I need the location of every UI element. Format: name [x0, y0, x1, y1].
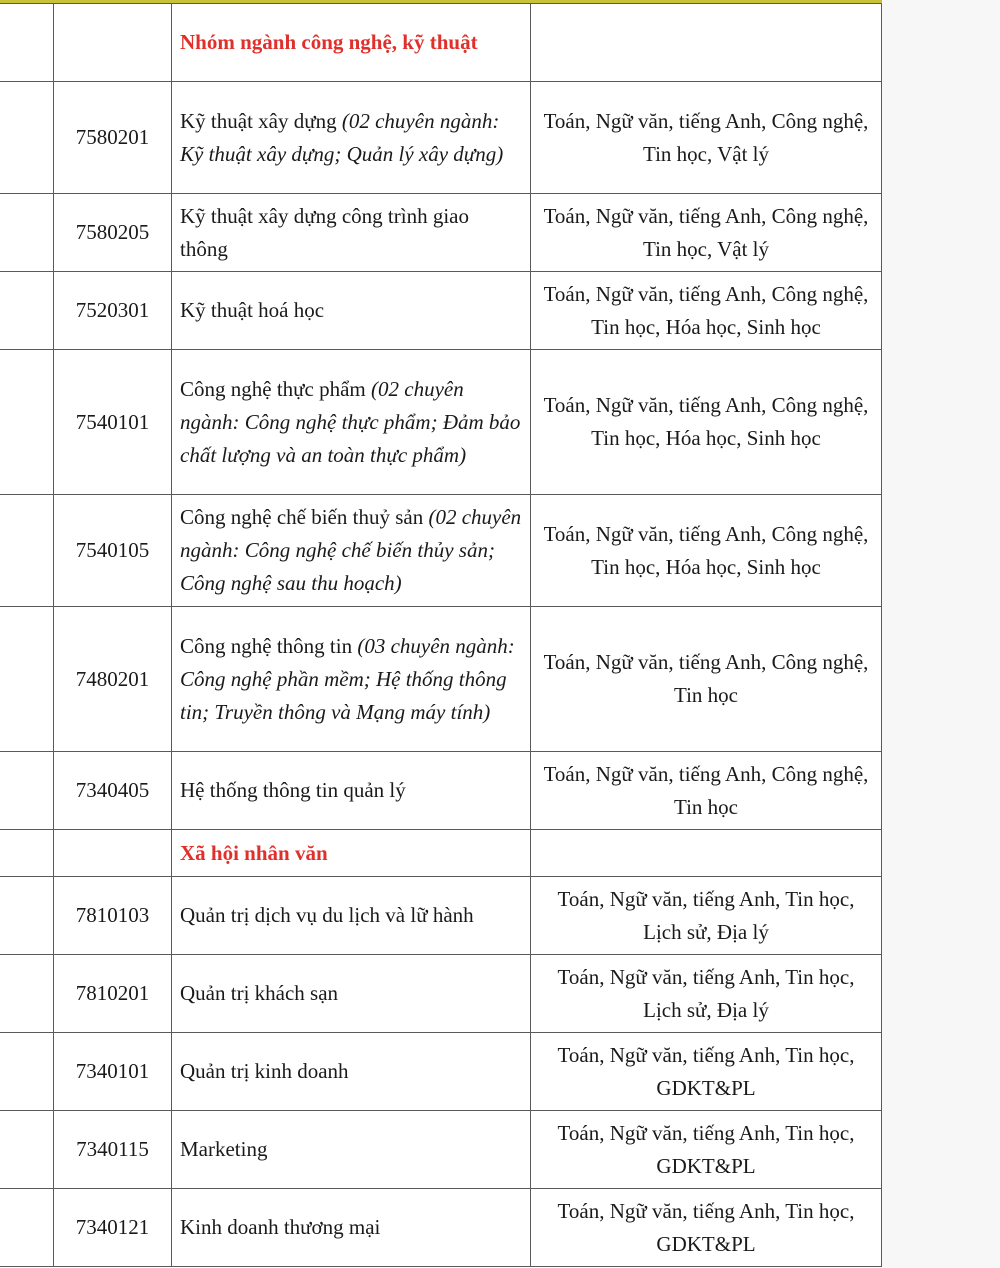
major-name: Hệ thống thông tin quản lý [180, 778, 406, 802]
blank-cell [0, 1189, 54, 1267]
major-code: 7540101 [54, 350, 172, 495]
major-name-cell [172, 877, 531, 955]
exam-subjects: Toán, Ngữ văn, tiếng Anh, Công nghệ, Tin học, Vật lý [531, 194, 882, 272]
table-row [0, 877, 882, 955]
major-code: 7340121 [54, 1189, 172, 1267]
major-name-cell [172, 955, 531, 1033]
group-row [0, 830, 882, 877]
major-name: Quản trị kinh doanh [180, 1059, 349, 1083]
table-row [0, 1033, 882, 1111]
major-name: Kỹ thuật xây dựng [180, 108, 337, 133]
major-name: Công nghệ thông tin [180, 633, 353, 658]
blank-cell [0, 495, 54, 607]
majors-table [0, 3, 882, 1267]
major-name-cell [172, 1033, 531, 1111]
major-code: 7340405 [54, 752, 172, 830]
major-code: 7340101 [54, 1033, 172, 1111]
table-row [0, 82, 882, 194]
exam-subjects: Toán, Ngữ văn, tiếng Anh, Công nghệ, Tin học [531, 752, 882, 830]
major-note: (02 chuyên ngành: Kỹ thuật xây dựng; Quản lý xây dựng) [180, 108, 504, 166]
major-code: 7580201 [54, 82, 172, 194]
blank-cell [0, 877, 54, 955]
exam-subjects: Toán, Ngữ văn, tiếng Anh, Tin học, GDKT&PL [531, 1189, 882, 1267]
major-code: 7520301 [54, 272, 172, 350]
major-code: 7540105 [54, 495, 172, 607]
blank-cell [0, 4, 54, 82]
blank-cell [0, 350, 54, 495]
group-title: Nhóm ngành công nghệ, kỹ thuật [180, 30, 478, 54]
blank-cell [0, 955, 54, 1033]
major-name: Công nghệ chế biến thuỷ sản [180, 505, 424, 529]
exam-subjects: Toán, Ngữ văn, tiếng Anh, Công nghệ, Tin học, Hóa học, Sinh học [531, 495, 882, 607]
major-code: 7810103 [54, 877, 172, 955]
exam-subjects: Toán, Ngữ văn, tiếng Anh, Công nghệ, Tin học [531, 607, 882, 752]
major-name-cell [172, 752, 531, 830]
major-code: 7810201 [54, 955, 172, 1033]
table-row [0, 955, 882, 1033]
major-name: Công nghệ thực phẩm [180, 376, 366, 401]
table-row [0, 194, 882, 272]
major-name: Kỹ thuật hoá học [180, 298, 325, 322]
major-name-cell [172, 194, 531, 272]
table-row [0, 1189, 882, 1267]
table-row [0, 752, 882, 830]
major-name-cell [172, 272, 531, 350]
major-name-cell [172, 1111, 531, 1189]
table-row [0, 495, 882, 607]
major-code: 7480201 [54, 607, 172, 752]
exam-subjects: Toán, Ngữ văn, tiếng Anh, Công nghệ, Tin học, Hóa học, Sinh học [531, 350, 882, 495]
blank-cell [0, 194, 54, 272]
major-name: Quản trị dịch vụ du lịch và lữ hành [180, 903, 474, 927]
exam-subjects: Toán, Ngữ văn, tiếng Anh, Tin học, Lịch sử, Địa lý [531, 955, 882, 1033]
blank-cell [0, 830, 54, 877]
table-row [0, 1111, 882, 1189]
table-row [0, 350, 882, 495]
blank-cell [0, 1033, 54, 1111]
exam-subjects: Toán, Ngữ văn, tiếng Anh, Công nghệ, Tin học, Vật lý [531, 82, 882, 194]
code-cell [54, 4, 172, 82]
page-gutter [882, 0, 1000, 1268]
group-row [0, 4, 882, 82]
major-name-cell [172, 350, 531, 495]
major-name: Quản trị khách sạn [180, 981, 339, 1005]
subjects-cell [531, 4, 882, 82]
blank-cell [0, 752, 54, 830]
exam-subjects: Toán, Ngữ văn, tiếng Anh, Tin học, GDKT&PL [531, 1033, 882, 1111]
major-name: Kinh doanh thương mại [180, 1215, 381, 1239]
exam-subjects: Toán, Ngữ văn, tiếng Anh, Tin học, GDKT&PL [531, 1111, 882, 1189]
group-title-cell [172, 4, 531, 82]
major-code: 7580205 [54, 194, 172, 272]
major-name: Marketing [180, 1137, 268, 1161]
exam-subjects: Toán, Ngữ văn, tiếng Anh, Công nghệ, Tin học, Hóa học, Sinh học [531, 272, 882, 350]
major-name: Kỹ thuật xây dựng công trình giao thông [180, 203, 469, 261]
group-title: Xã hội nhân văn [180, 840, 328, 865]
code-cell [54, 830, 172, 877]
major-name-cell [172, 82, 531, 194]
major-name-cell [172, 1189, 531, 1267]
blank-cell [0, 607, 54, 752]
subjects-cell [531, 830, 882, 877]
major-name-cell [172, 607, 531, 752]
major-name-cell [172, 495, 531, 607]
blank-cell [0, 82, 54, 194]
major-note: (03 chuyên ngành: Công nghệ phần mềm; Hệ thống thông tin; Truyền thông và Mạng máy tính) [180, 633, 515, 724]
major-note: (02 chuyên ngành: Công nghệ thực phẩm; Đảm bảo chất lượng và an toàn thực phẩm) [180, 376, 521, 467]
exam-subjects: Toán, Ngữ văn, tiếng Anh, Tin học, Lịch sử, Địa lý [531, 877, 882, 955]
group-title-cell [172, 830, 531, 877]
blank-cell [0, 1111, 54, 1189]
table-row [0, 272, 882, 350]
major-note: (02 chuyên ngành: Công nghệ chế biến thủy sản; Công nghệ sau thu hoạch) [180, 505, 522, 595]
major-code: 7340115 [54, 1111, 172, 1189]
blank-cell [0, 272, 54, 350]
table-row [0, 607, 882, 752]
